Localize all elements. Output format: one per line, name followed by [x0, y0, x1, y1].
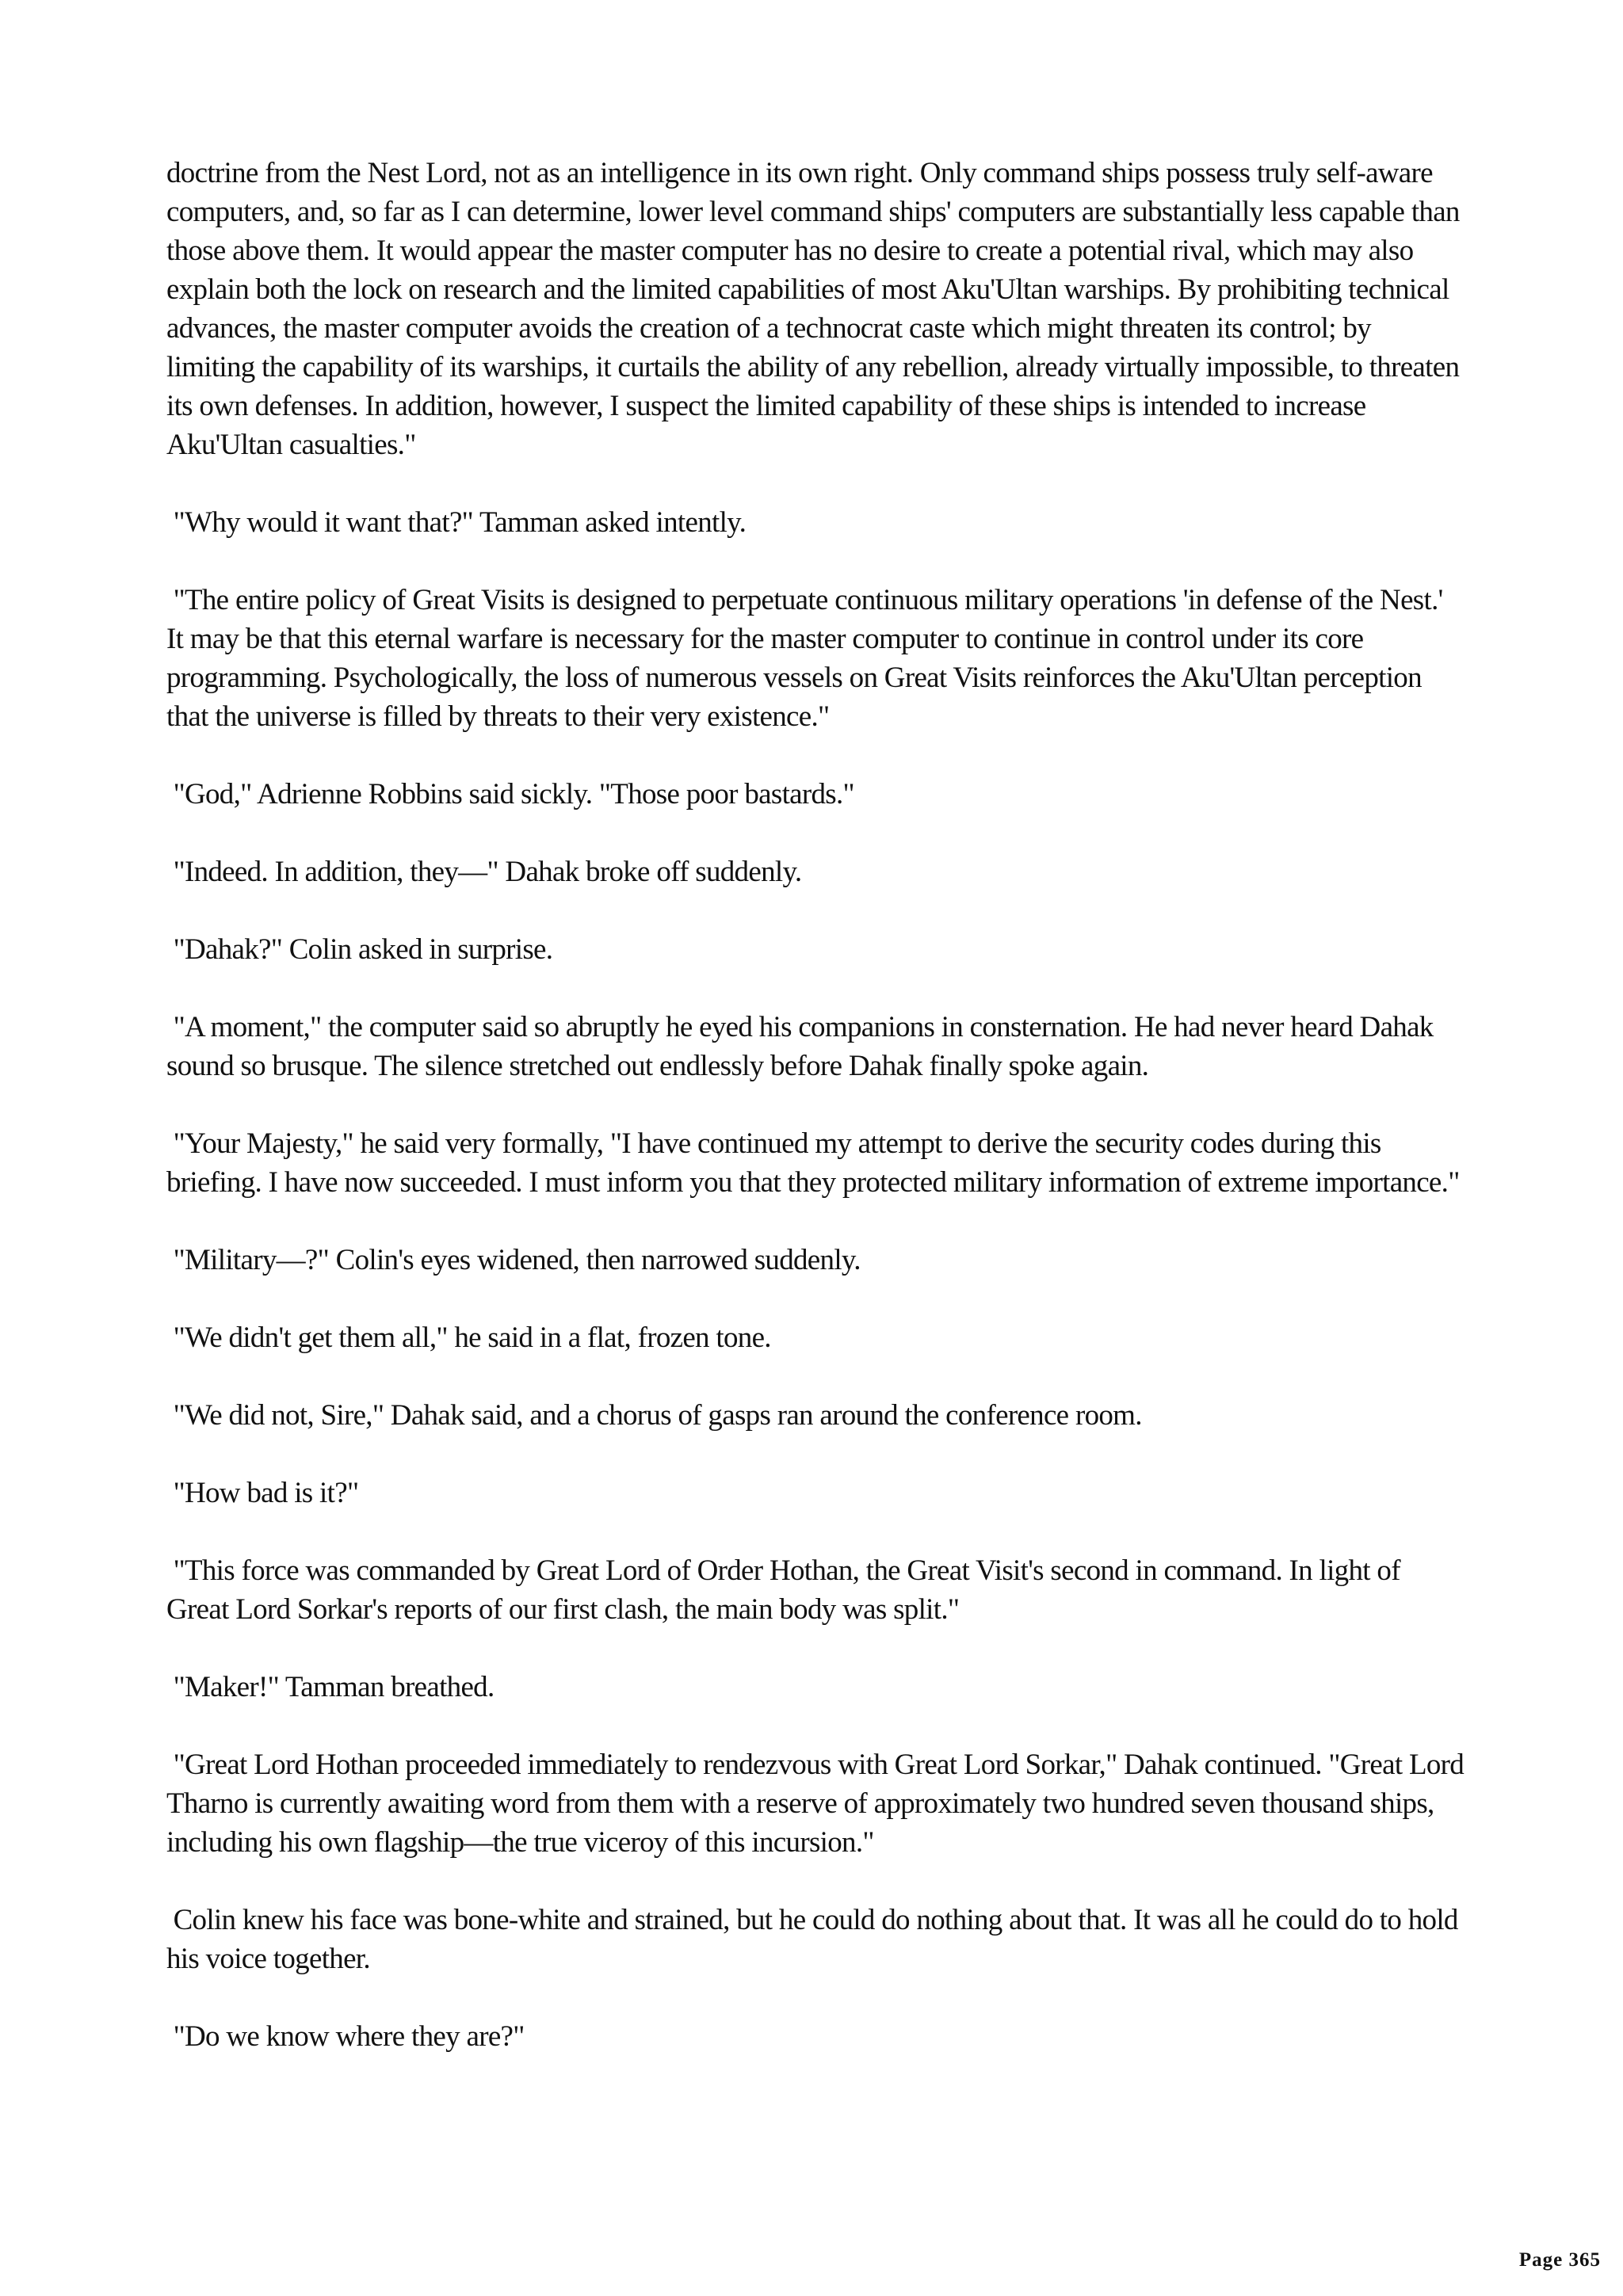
paragraph: "Why would it want that?" Tamman asked intently. — [166, 506, 747, 539]
paragraph: "Do we know where they are?" — [166, 2020, 525, 2053]
paragraph: "We didn't get them all," he said in a flat, frozen tone. — [166, 1322, 771, 1354]
paragraph: "Military—?" Colin's eyes widened, then narrowed suddenly. — [166, 1244, 861, 1276]
paragraph: "How bad is it?" — [166, 1477, 359, 1509]
paragraph: Colin knew his face was bone-white and strained, but he could do nothing about that. It was all he could do to hold his voice together. — [166, 1904, 1465, 1975]
paragraph: "A moment," the computer said so abruptly he eyed his companions in consternation. He had never heard Dahak sound so brusque. The silence stretched out endlessly before Dahak finally spoke again. — [166, 1011, 1441, 1082]
paragraph: doctrine from the Nest Lord, not as an intelligence in its own right. Only command ships possess truly self-aware computers, and, so far as I can determine, lower level command ships' computers are substantially less capable than those above them. It would appear the master computer has no desire to create a potential rival, which may also explain both the lock on research and the limited capabilities of most Aku'Ultan warships. By prohibiting technical advances, the master computer avoids the creation of a technocrat caste which might threaten its control; by limiting the capability of its warships, it curtails the ability of any rebellion, already virtually impossible, to threaten its own defenses. In addition, however, I suspect the limited capability of these ships is intended to increase Aku'Ultan casualties." — [166, 157, 1467, 461]
paragraph: "This force was commanded by Great Lord of Order Hothan, the Great Visit's second in command. In light of Great Lord Sorkar's reports of our first clash, the main body was split." — [166, 1554, 1407, 1626]
paragraph: "Your Majesty," he said very formally, "I have continued my attempt to derive the security codes during this briefing. I have now succeeded. I must inform you that they protected military information of extreme importance." — [166, 1127, 1460, 1199]
paragraph: "Maker!" Tamman breathed. — [166, 1671, 495, 1703]
paragraph: "God," Adrienne Robbins said sickly. "Those poor bastards." — [166, 778, 854, 810]
paragraph: "We did not, Sire," Dahak said, and a chorus of gasps ran around the conference room. — [166, 1399, 1142, 1432]
paragraph: "Dahak?" Colin asked in surprise. — [166, 933, 553, 966]
page-number: Page 365 — [1518, 2249, 1601, 2271]
document-body — [166, 154, 1470, 2095]
paragraph: "Indeed. In addition, they—" Dahak broke off suddenly. — [166, 856, 802, 888]
paragraph: "The entire policy of Great Visits is designed to perpetuate continuous military operations 'in defense of the Nest.' It may be that this eternal warfare is necessary for the master computer to continue in control under its core programming. Psychologically, the loss of numerous vessels on Great Visits reinforces the Aku'Ultan perception that the universe is filled by threats to their very existence." — [166, 584, 1450, 733]
paragraph: "Great Lord Hothan proceeded immediately to rendezvous with Great Lord Sorkar," Dahak continued. "Great Lord Tharno is currently awaiting word from them with a reserve of approximately two hundred seven thousand ships, including his own flagship—the true viceroy of this incursion." — [166, 1749, 1470, 1859]
